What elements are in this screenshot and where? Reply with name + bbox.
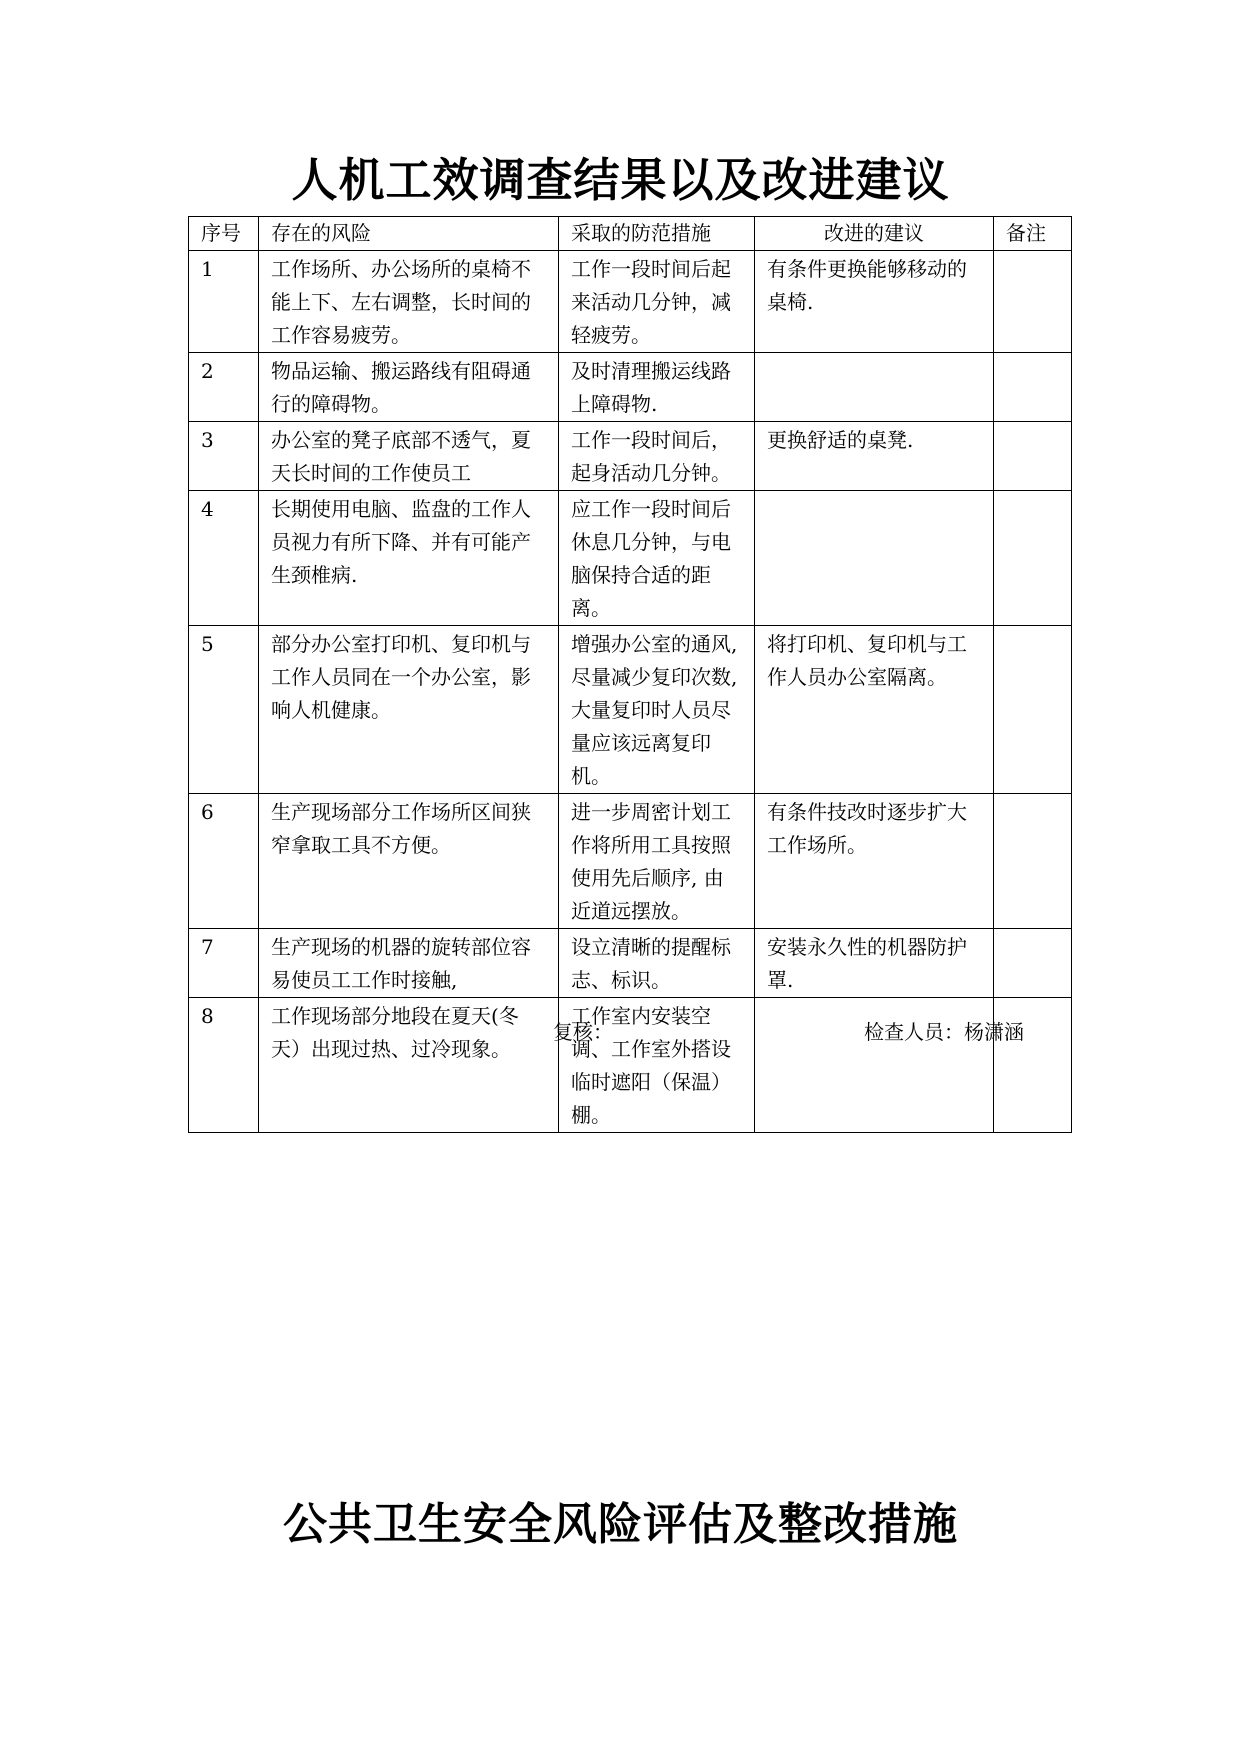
- cell-risk: 部分办公室打印机、复印机与工作人员同在一个办公室，影响人机健康。: [259, 626, 559, 794]
- table-row: [189, 794, 1072, 929]
- cell-suggestion: 安装永久性的机器防护罩.: [755, 929, 994, 998]
- table-row: [189, 929, 1072, 998]
- cell-measure: 设立清晰的提醒标志、标识。: [559, 929, 755, 998]
- table-row: [189, 491, 1072, 626]
- cell-note: [994, 794, 1072, 929]
- header-measure: 采取的防范措施: [559, 217, 755, 251]
- header-risk: 存在的风险: [259, 217, 559, 251]
- cell-suggestion: 将打印机、复印机与工作人员办公室隔离。: [755, 626, 994, 794]
- cell-measure: 工作一段时间后，起身活动几分钟。: [559, 422, 755, 491]
- cell-measure: 增强办公室的通风,尽量减少复印次数,大量复印时人员尽量应该远离复印机。: [559, 626, 755, 794]
- table-row: [189, 626, 1072, 794]
- table-row: [189, 353, 1072, 422]
- cell-seq: 8: [189, 998, 259, 1133]
- inspector-label: 检查人员：杨潇涵: [864, 1020, 1024, 1044]
- cell-note: [994, 929, 1072, 998]
- header-note: 备注: [994, 217, 1072, 251]
- cell-risk: 工作现场部分地段在夏天(冬天）出现过热、过冷现象。: [259, 998, 559, 1133]
- cell-suggestion: 有条件技改时逐步扩大工作场所。: [755, 794, 994, 929]
- cell-suggestion: 有条件更换能够移动的桌椅.: [755, 251, 994, 353]
- cell-seq: 6: [189, 794, 259, 929]
- cell-risk: 生产现场部分工作场所区间狭窄拿取工具不方便。: [259, 794, 559, 929]
- risk-table: [188, 216, 1072, 1133]
- page-title: 人机工效调查结果以及改进建议: [291, 153, 950, 207]
- cell-note: [994, 626, 1072, 794]
- cell-seq: 4: [189, 491, 259, 626]
- cell-risk: 物品运输、搬运路线有阻碍通行的障碍物。: [259, 353, 559, 422]
- section-title: 公共卫生安全风险评估及整改措施: [283, 1499, 958, 1550]
- cell-measure: 应工作一段时间后休息几分钟，与电脑保持合适的距离。: [559, 491, 755, 626]
- cell-measure: 及时清理搬运线路上障碍物.: [559, 353, 755, 422]
- cell-risk: 工作场所、办公场所的桌椅不能上下、左右调整，长时间的工作容易疲劳。: [259, 251, 559, 353]
- table-row: [189, 251, 1072, 353]
- cell-note: [994, 353, 1072, 422]
- cell-suggestion: [755, 353, 994, 422]
- cell-seq: 1: [189, 251, 259, 353]
- cell-seq: 5: [189, 626, 259, 794]
- cell-risk: 办公室的凳子底部不透气，夏天长时间的工作使员工: [259, 422, 559, 491]
- review-label: 复核：: [553, 1020, 613, 1044]
- cell-risk: 生产现场的机器的旋转部位容易使员工工作时接触,: [259, 929, 559, 998]
- cell-measure: 工作一段时间后起来活动几分钟，减轻疲劳。: [559, 251, 755, 353]
- table-row: [189, 422, 1072, 491]
- cell-note: [994, 491, 1072, 626]
- cell-note: [994, 422, 1072, 491]
- header-suggestion: 改进的建议: [755, 217, 994, 251]
- cell-seq: 7: [189, 929, 259, 998]
- cell-suggestion: [755, 491, 994, 626]
- cell-measure: 进一步周密计划工作将所用工具按照使用先后顺序, 由近道远摆放。: [559, 794, 755, 929]
- header-seq: 序号: [189, 217, 259, 251]
- cell-suggestion: 更换舒适的桌凳.: [755, 422, 994, 491]
- cell-measure: 工作室内安装空调、工作室外搭设临时遮阳（保温）棚。: [559, 998, 755, 1133]
- cell-note: [994, 251, 1072, 353]
- table-header-row: [189, 217, 1072, 251]
- cell-seq: 2: [189, 353, 259, 422]
- cell-seq: 3: [189, 422, 259, 491]
- cell-risk: 长期使用电脑、监盘的工作人员视力有所下降、并有可能产生颈椎病.: [259, 491, 559, 626]
